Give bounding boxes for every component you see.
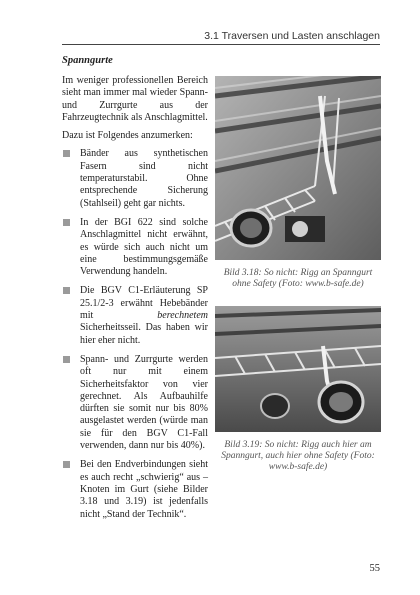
figure-3-18-caption: Bild 3.18: So nicht: Rigg an Spanngurt ohne Safety (Foto: www.b-safe.de) xyxy=(223,268,373,289)
page-number: 55 xyxy=(369,563,380,574)
text-column xyxy=(62,55,208,528)
list-item-text: Bänder aus synthetischen Fasern sind nicht temperaturstabil. Ohne entsprechende Sicherung (Stahlseil) geht gar nichts. xyxy=(80,148,208,209)
square-bullet-icon xyxy=(63,150,70,157)
section-heading: Spanngurte xyxy=(62,55,113,66)
lead-paragraph: Dazu ist Folgendes anzumerken: xyxy=(62,130,193,142)
list-item xyxy=(62,148,208,209)
square-bullet-icon xyxy=(63,356,70,363)
list-item-text-start: Die BGV C1-Erläuterung SP 25.1/2-3 erwähnt Hebebänder mit xyxy=(80,285,208,322)
header-title: 3.1 Traversen und Lasten anschlagen xyxy=(204,30,380,42)
square-bullet-icon xyxy=(63,461,70,468)
list-item-text: Bei den Endverbindungen sieht es auch recht „schwierig“ aus – Knoten im Gurt (siehe Bilder 3.18 und 3.19) ist jedenfalls nicht „Stand der Technik“. xyxy=(80,459,208,520)
list-item-text: Spann- und Zurrgurte werden oft nur mit einem Sicherheitsfaktor von vier gerechnet. Als Aufbauhilfe dürften sie somit nur bis 80% ausgelastet werden (würde man sie für den BGV C1-Fall verwenden, dann nur bis 40%). xyxy=(80,353,208,452)
list-item-emphasis: berechnetem xyxy=(157,310,208,322)
intro-paragraph: Im weniger professionellen Bereich sieht man immer mal wieder Spann- und Zurrgurte aus der Fahrzeugtechnik als Anschlagmittel. xyxy=(62,75,208,123)
square-bullet-icon xyxy=(63,287,70,294)
figure-3-19-photo xyxy=(215,306,381,432)
list-item xyxy=(62,354,208,452)
list-item xyxy=(62,459,208,520)
truss-strap-photo-illustration xyxy=(215,76,381,260)
square-bullet-icon xyxy=(63,219,70,226)
list-item-text-end: Sicherheitsseil. Das haben wir hier eher nicht. xyxy=(80,322,208,346)
list-item-text: In der BGI 622 sind solche Anschlagmittel nicht erwähnt, es würde sich auch nicht um eine bestimmungsgemäße Verwendung handeln. xyxy=(80,216,208,278)
list-item xyxy=(62,285,208,346)
running-header xyxy=(62,30,380,45)
list-item xyxy=(62,217,208,278)
truss-strap-photo-illustration xyxy=(215,306,381,432)
bullet-list xyxy=(62,148,208,520)
figure-3-18-photo xyxy=(215,76,381,260)
figure-3-19-caption: Bild 3.19: So nicht: Rigg auch hier am Spanngurt, auch hier ohne Safety (Foto: www.b-safe.de) xyxy=(221,440,375,472)
